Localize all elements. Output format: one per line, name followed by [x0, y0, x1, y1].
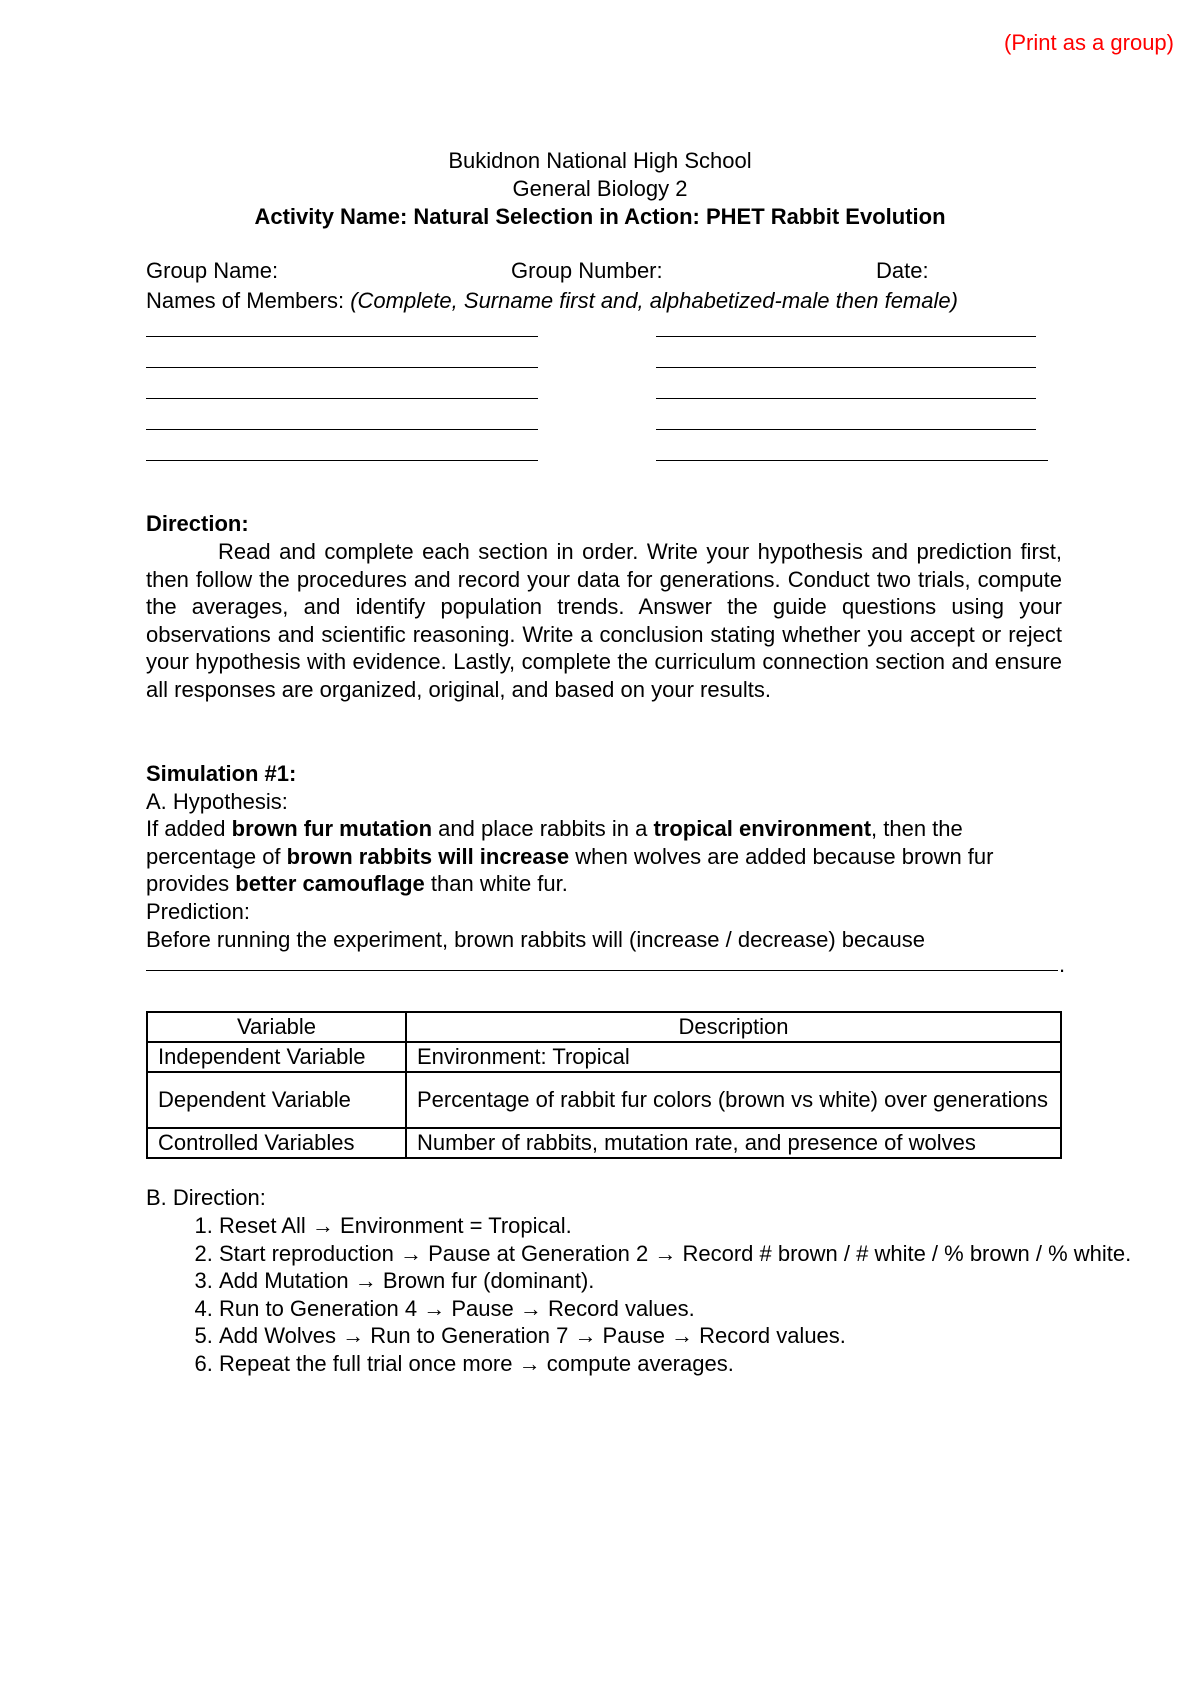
table-cell: Independent Variable	[147, 1042, 406, 1072]
member-blank-line[interactable]	[146, 336, 538, 337]
table-row	[147, 1072, 1061, 1128]
list-item: 5. Add Wolves → Run to Generation 7 → Pause → Record values.	[219, 1322, 1135, 1350]
group-name-label: Group Name:	[146, 258, 279, 283]
member-name-blanks	[146, 320, 1062, 475]
school-name: Bukidnon National High School	[448, 148, 752, 173]
simulation-heading: Simulation #1:	[146, 761, 297, 786]
table-cell: Number of rabbits, mutation rate, and presence of wolves	[406, 1128, 1061, 1158]
members-line	[146, 287, 958, 315]
hypothesis-part: when wolves are added because brown fur provides	[146, 843, 994, 897]
group-info-row	[146, 258, 1062, 286]
hypothesis-part: If added	[146, 816, 232, 842]
blank-row	[146, 382, 1062, 413]
hypothesis-part: and place rabbits in a	[432, 816, 654, 842]
direction-text: Read and complete each section in order. Write your hypothesis and prediction first, then follow the procedures and record your data for generations. Conduct two trials, compute the averages, and identify population trends. Answer the guide questions using your observations and scientific reasoning. Write a conclusion stating whether you accept or reject your hypothesis with evidence. Lastly, complete the curriculum connection section and ensure all responses are organized, original, and based on your results.	[146, 539, 1062, 702]
members-note: (Complete, Surname first and, alphabetized-male then female)	[350, 288, 958, 313]
member-blank-line[interactable]	[656, 429, 1036, 430]
hypothesis-emphasis: brown fur mutation	[231, 816, 433, 842]
table-header-row	[147, 1012, 1061, 1042]
table-header-cell: Description	[406, 1012, 1061, 1042]
blank-row	[146, 444, 1062, 475]
member-blank-line[interactable]	[656, 398, 1036, 399]
hypothesis-emphasis: brown rabbits will increase	[286, 843, 570, 869]
member-blank-line[interactable]	[146, 398, 538, 399]
procedure-steps	[146, 1212, 1135, 1378]
hypothesis-emphasis: better camouflage	[235, 871, 425, 897]
hypothesis-part: than white fur.	[424, 871, 568, 897]
member-blank-line[interactable]	[656, 460, 1048, 461]
subject-name: General Biology 2	[512, 176, 688, 201]
direction-paragraph	[146, 538, 1062, 704]
direction-heading: Direction:	[146, 511, 249, 536]
list-item: 6. Repeat the full trial once more → compute averages.	[219, 1350, 1135, 1378]
hypothesis-text	[146, 815, 1062, 898]
member-blank-line[interactable]	[656, 367, 1036, 368]
member-blank-line[interactable]	[146, 460, 538, 461]
print-note: (Print as a group)	[1004, 30, 1174, 55]
hypothesis-label: A. Hypothesis:	[146, 788, 288, 814]
hypothesis-emphasis: tropical environment	[653, 816, 872, 842]
member-blank-line[interactable]	[146, 429, 538, 430]
member-blank-line[interactable]	[656, 336, 1036, 337]
blank-row	[146, 351, 1062, 382]
list-item: 4. Run to Generation 4 → Pause → Record values.	[219, 1295, 1135, 1323]
members-label: Names of Members:	[146, 288, 345, 313]
table-cell: Environment: Tropical	[406, 1042, 1061, 1072]
prediction-period: .	[1059, 952, 1066, 977]
blank-row	[146, 413, 1062, 444]
document-header	[0, 147, 1200, 231]
prediction-text: Before running the experiment, brown rabbits will (increase / decrease) because	[146, 926, 925, 952]
procedure-heading: B. Direction:	[146, 1185, 266, 1210]
blank-row	[146, 320, 1062, 351]
prediction-label: Prediction:	[146, 898, 250, 924]
list-item: 1. Reset All → Environment = Tropical.	[219, 1212, 1135, 1240]
hypothesis-part: , then the percentage of	[146, 816, 963, 869]
table-row	[147, 1042, 1061, 1072]
table-cell: Percentage of rabbit fur colors (brown vs white) over generations	[406, 1072, 1061, 1128]
activity-title: Activity Name: Natural Selection in Action: PHET Rabbit Evolution	[254, 204, 946, 229]
table-cell: Dependent Variable	[147, 1072, 406, 1128]
variables-table	[146, 1011, 1062, 1159]
list-item: 2. Start reproduction → Pause at Generation 2 → Record # brown / # white / % brown / % white.	[219, 1240, 1135, 1268]
table-row	[147, 1128, 1061, 1158]
table-header-cell: Variable	[147, 1012, 406, 1042]
prediction-answer-line[interactable]	[146, 970, 1058, 971]
table-cell: Controlled Variables	[147, 1128, 406, 1158]
group-number-label: Group Number:	[511, 258, 663, 283]
list-item: 3. Add Mutation → Brown fur (dominant).	[219, 1267, 1135, 1295]
simulation-section	[146, 760, 1062, 953]
member-blank-line[interactable]	[146, 367, 538, 368]
date-label: Date:	[876, 258, 929, 283]
